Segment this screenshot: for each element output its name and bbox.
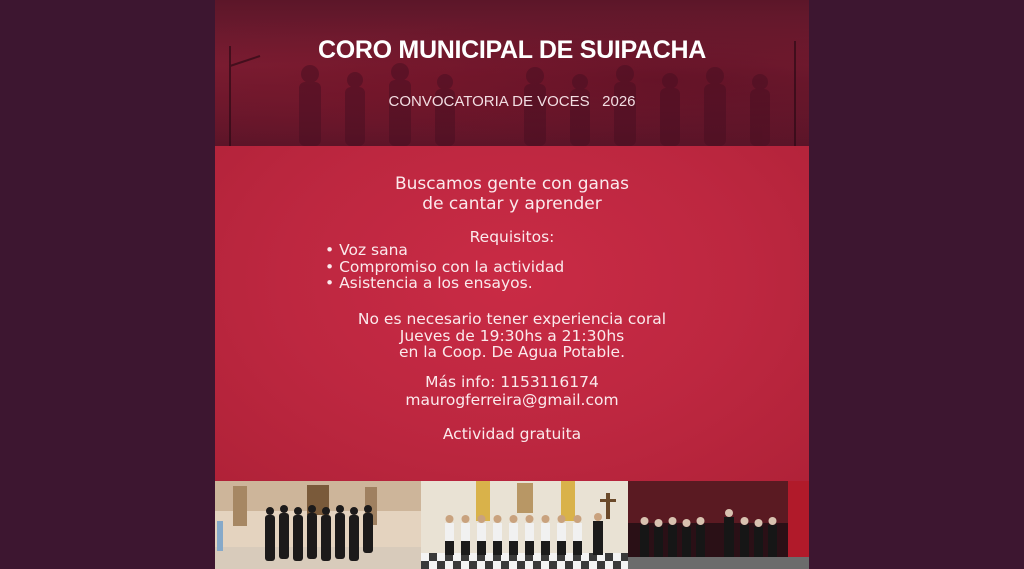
list-item: • Asistencia a los ensayos.	[325, 275, 564, 292]
main-panel	[215, 146, 809, 481]
list-item: • Voz sana	[325, 242, 564, 259]
contact-email: maurogferreira@gmail.com	[405, 390, 619, 409]
schedule-time: Jueves de 19:30hs a 21:30hs	[399, 326, 625, 345]
choir-photo-altar	[421, 481, 628, 569]
tagline	[215, 174, 809, 214]
tagline-line-2: de cantar y aprender	[422, 194, 602, 214]
header-photo	[215, 0, 809, 146]
schedule-location: en la Coop. De Agua Potable.	[398, 343, 626, 361]
tagline-line-1: Buscamos gente con ganas	[394, 174, 629, 194]
experience-note: No es necesario tener experiencia coral	[357, 310, 667, 328]
free-activity-label: Actividad gratuita	[442, 425, 582, 443]
schedule-info	[215, 311, 809, 361]
choir-photo-church	[215, 481, 421, 569]
page-subtitle: CONVOCATORIA DE VOCES 2026	[388, 93, 636, 110]
requirements-list	[325, 242, 564, 292]
photo-strip	[215, 481, 809, 569]
choir-photo-stage	[628, 481, 809, 569]
contact-phone: Más info: 1153116174	[425, 373, 599, 391]
page-title: CORO MUNICIPAL DE SUIPACHA	[317, 36, 707, 64]
requirements-title: Requisitos:	[469, 228, 555, 246]
list-item: • Compromiso con la actividad	[325, 259, 564, 276]
poster	[215, 0, 809, 569]
contact-info	[215, 374, 809, 409]
